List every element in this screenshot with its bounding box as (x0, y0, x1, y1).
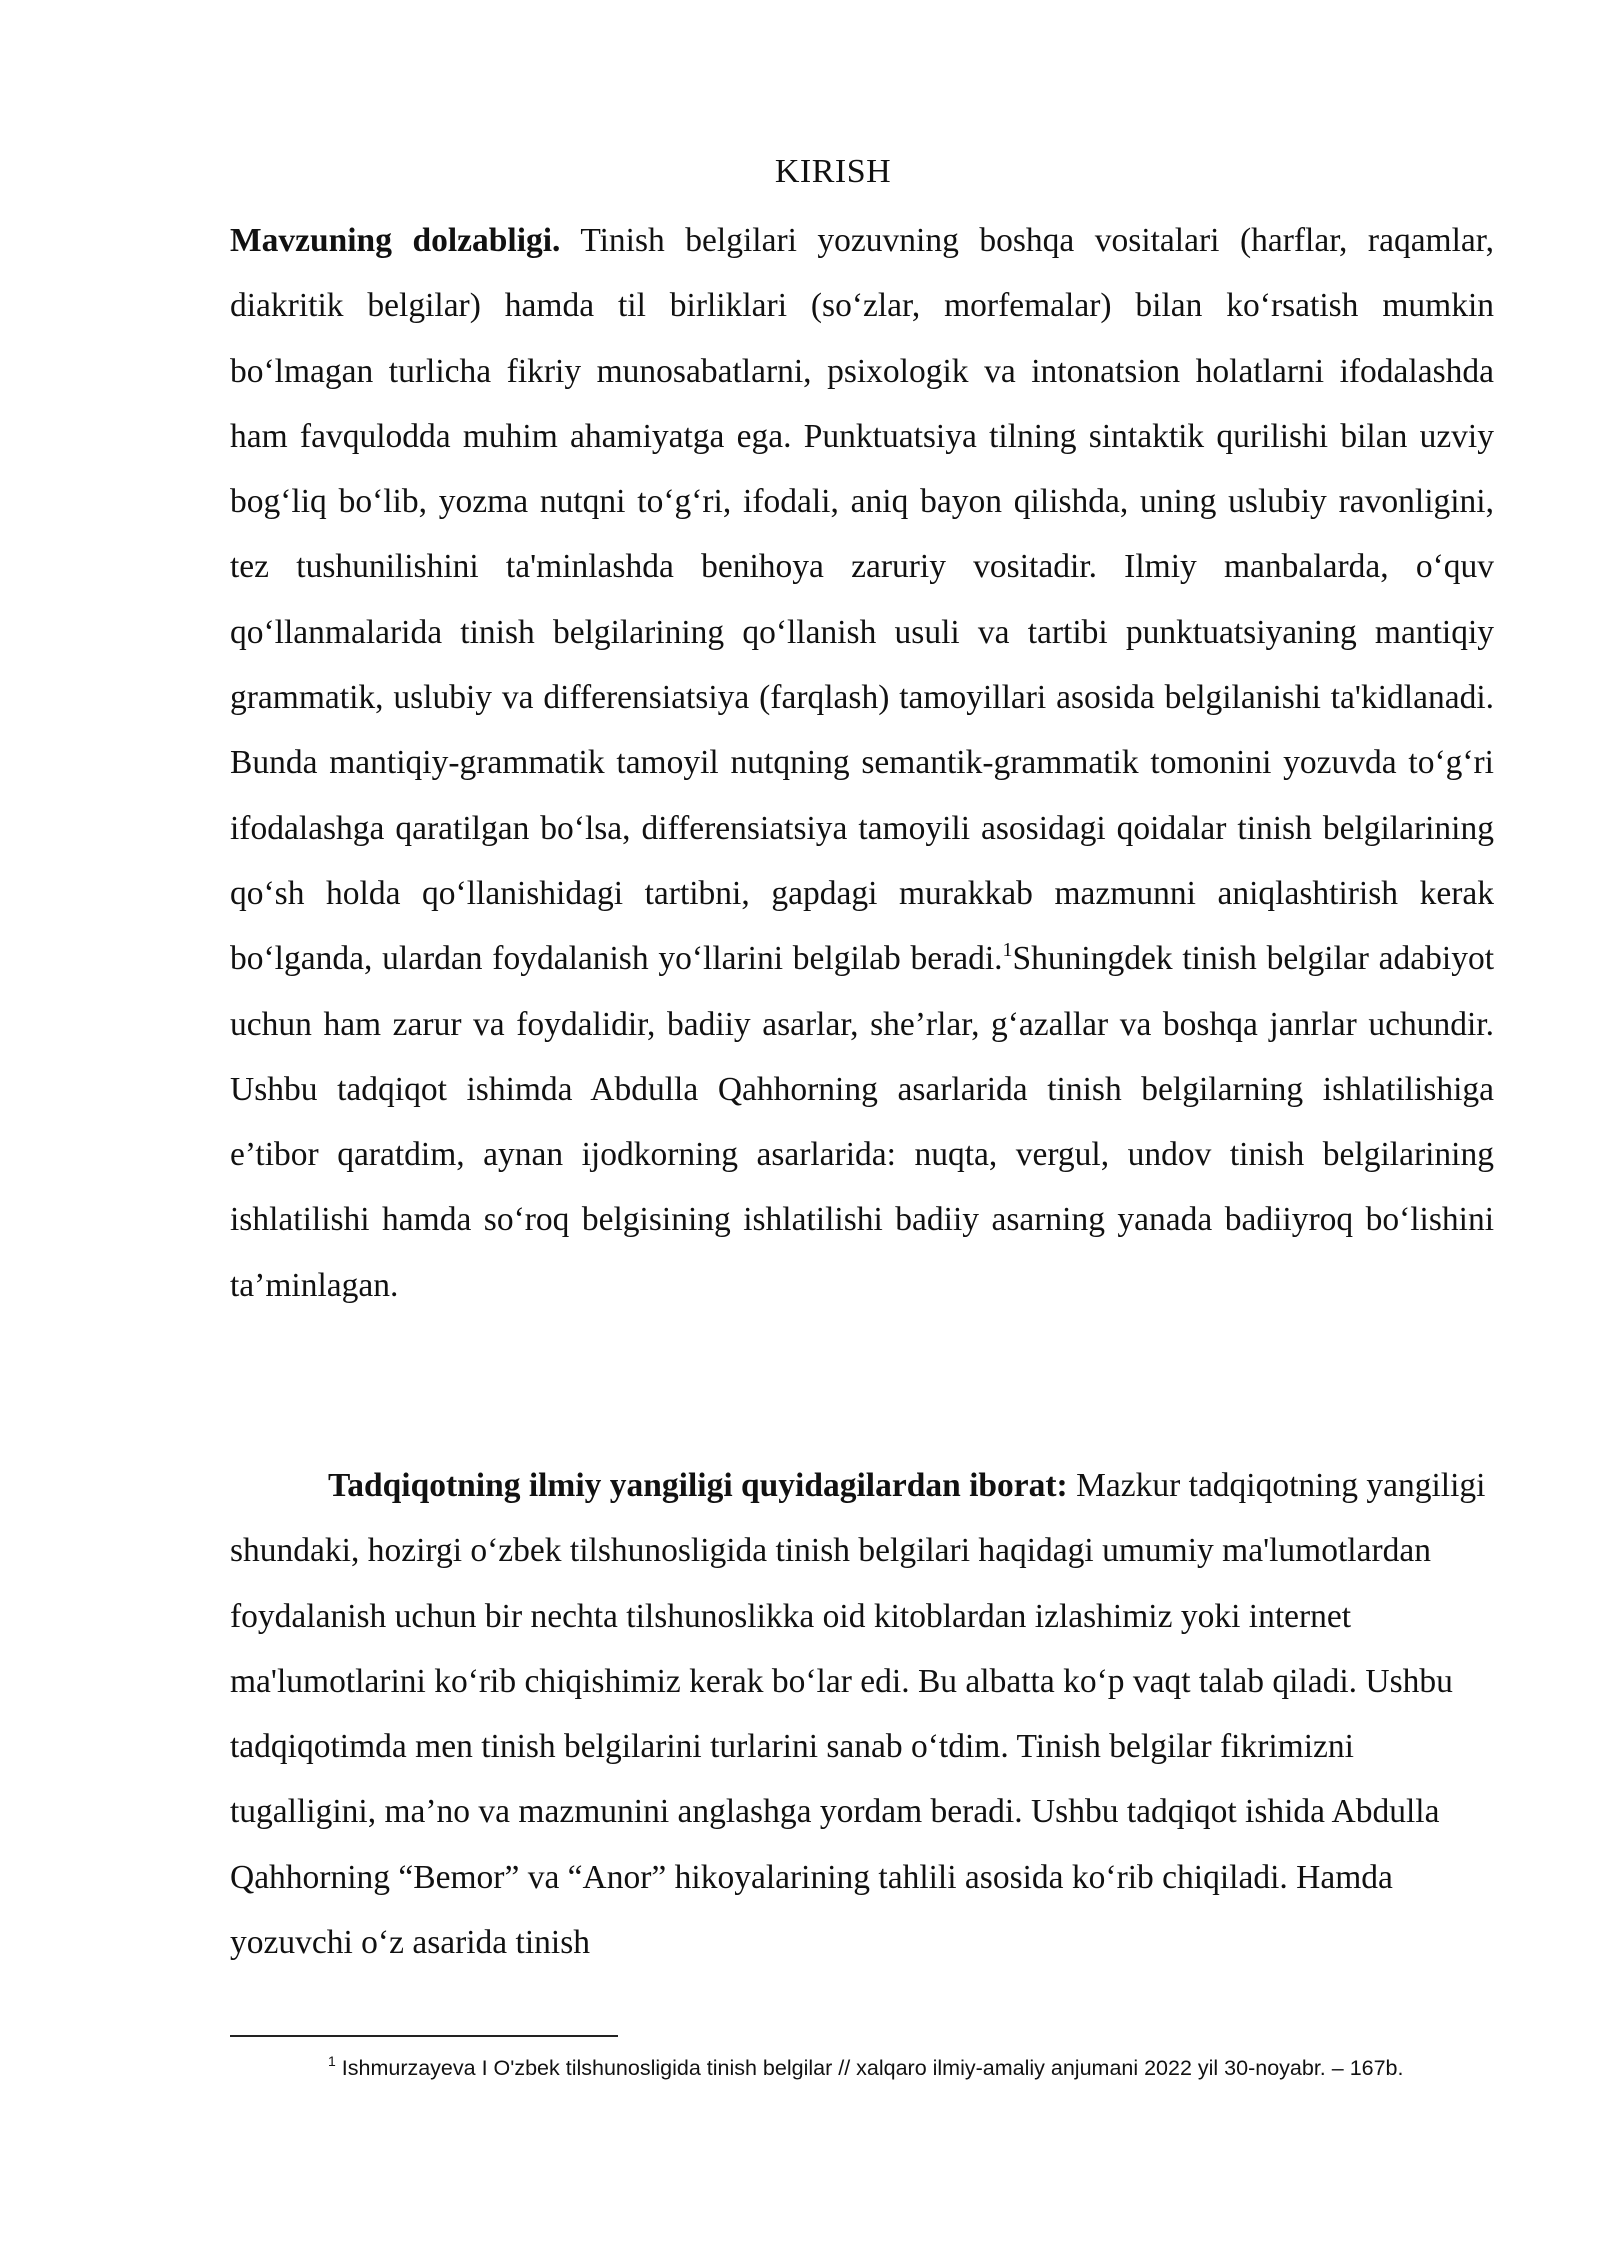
paragraph-text-relevance-part-1: Tinish belgilari yozuvning boshqa vositalari (harflar, raqamlar, diakritik belgilar) hamda til birliklari (so‘zlar, morfemalar) bilan ko‘rsatish mumkin bo‘lmagan turlicha fikriy munosabatlarni, psixologik va intonatsion holatlarni ifodalashda ham favqulodda muhim ahamiyatga ega. Punktuatsiya tilning sintaktik qurilishi bilan uzviy bog‘liq bo‘lib, yozma nutqni to‘g‘ri, ifodali, aniq bayon qilishda, uning uslubiy ravonligini, tez tushunilishini ta'minlashda benihoya zaruriy vositadir. Ilmiy manbalarda, o‘quv qo‘llanmalarida tinish belgilarining qo‘llanish usuli va tartibi punktuatsiyaning mantiqiy grammatik, uslubiy va differensiatsiya (farqlash) tamoyillari asosida belgilanishi ta'kidlanadi. Bunda mantiqiy-grammatik tamoyil nutqning semantik-grammatik tomonini yozuvda to‘g‘ri ifodalashga qaratilgan bo‘lsa, differensiatsiya tamoyili asosidagi qoidalar tinish belgilarining qo‘sh holda qo‘llanishidagi tartibni, gapdagi murakkab mazmunni aniqlashtirish kerak bo‘lganda, ulardan foydalanish yo‘llarini belgilab beradi. (230, 222, 1494, 978)
footnote-text: Ishmurzayeva I O'zbek tilshunosligida tinish belgilar // xalqaro ilmiy-amaliy anjumani 2022 yil 30-noyabr. – 167b. (335, 2056, 1404, 2080)
paragraph-lead-novelty: Tadqiqotning ilmiy yangiligi quyidagilardan iborat: (328, 1467, 1068, 1504)
page-title: KIRISH (774, 153, 892, 190)
paragraph-lead-relevance: Mavzuning dolzabligi. (230, 222, 561, 259)
footnote (230, 2052, 1494, 2084)
footnote-reference[interactable]: 1 (1002, 939, 1013, 962)
paragraph-relevance (230, 208, 1494, 1318)
paragraph-novelty (230, 1453, 1494, 1975)
paragraph-text-novelty: Mazkur tadqiqotning yangiligi shundaki, hozirgi o‘zbek tilshunosligida tinish belgilari haqidagi umumiy ma'lumotlardan foydalanish uchun bir nechta tilshunoslikka oid kitoblardan izlashimiz yoki internet ma'lumotlarini ko‘rib chiqishimiz kerak bo‘lar edi. Bu albatta ko‘p vaqt talab qiladi. Ushbu tadqiqotimda men tinish belgilarini turlarini sanab o‘tdim. Tinish belgilar fikrimizni tugalligini, ma’no va mazmunini anglashga yordam beradi. Ushbu tadqiqot ishida Abdulla Qahhorning “Bemor” va “Anor” hikoyalarining tahlili asosida ko‘rib chiqiladi. Hamda yozuvchi o‘z asarida tinish (230, 1467, 1486, 1962)
paragraph-text-relevance-part-2: Shuningdek tinish belgilar adabiyot uchun ham zarur va foydalidir, badiiy asarlar, she’rlar, g‘azallar va boshqa janrlar uchundir. Ushbu tadqiqot ishimda Abdulla Qahhorning asarlarida tinish belgilarning ishlatilishiga e’tibor qaratdim, aynan ijodkorning asarlarida: nuqta, vergul, undov tinish belgilarining ishlatilishi hamda so‘roq belgisining ishlatilishi badiiy asarning yanada badiiyroq bo‘lishini ta’minlagan. (230, 940, 1495, 1304)
footnote-number: 1 (328, 2053, 336, 2069)
footnote-separator (230, 2035, 618, 2037)
